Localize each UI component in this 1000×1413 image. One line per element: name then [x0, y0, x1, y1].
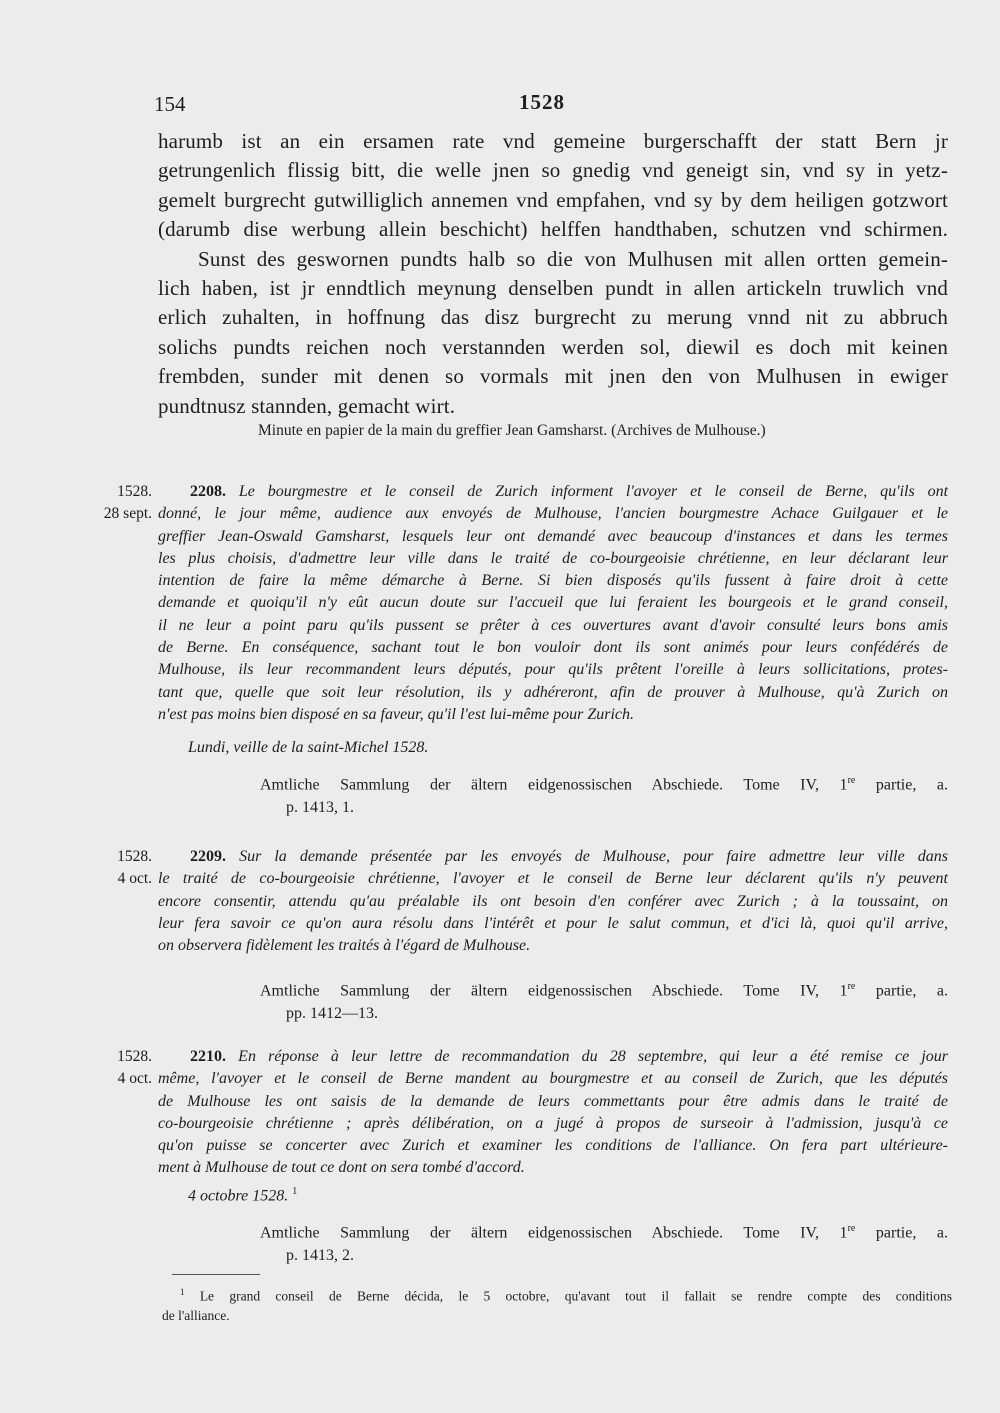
margin-date: 1528. 4 oct.: [117, 1048, 152, 1088]
footnote: $^1$ Le grand conseil de Berne décida, le 5 octobre, qu'avant tout il fallait se rendre compte des conditions de l'alliance.: [162, 1287, 952, 1323]
text-line: les plus choisis, d'admettre leur ville dans le traité de co-bourgeoisie chrétienne, en leur déclarant leur: [158, 549, 948, 567]
text-line: erlich zuhalten, in hoffnung das disz burgrecht zu merung vnnd nit zu abbruch: [158, 305, 948, 330]
page-number: 154: [154, 92, 186, 116]
footnote-number: 1: [180, 1287, 185, 1297]
text-line: greffier Jean-Oswald Gamsharst, lesquels leur ont demandé avec beaucoup d'instances et dans les termes: [158, 527, 948, 545]
text-line: tant que, quelle que soit leur résolution, ils y adhéreront, afin de prouver à Mulhouse, qu'à Zurich on: [158, 683, 948, 701]
text-line: donné, le jour même, audience aux envoyés de Mulhouse, l'ancien bourgmestre Achace Guilgauer et le: [158, 505, 948, 523]
text-line: frembden, sunder mit denen so vormals mit jnen den von Mulhusen in ewiger: [158, 364, 948, 389]
german-charter-text: [158, 127, 948, 421]
text-line: ment à Mulhouse de tout ce dont on sera tombé d'accord.: [158, 1159, 525, 1177]
entry-2209: 2209. Sur la demande présentée par les envoyés de Mulhouse, pour faire admettre leur ville dans le traité de co-bourgeoisie chrétienne, l'avoyer et le conseil de Berne leur déclarent qu'ils n'y peuvent encore consentir, attendu qu'au préalable ils ont besoin d'en conférer avec Zurich ; à la toussaint, on leur fera savoir ce qu'on aura résolu dans l'intérêt et pour le salut commun, et d'ici là, quoi qu'il arrive, on observera fidèlement les traités à l'égard de Mulhouse.: [158, 846, 948, 957]
text-line: (darumb dise werbung allein beschicht) helffen handthaben, schutzen vnd schirmen.: [158, 217, 948, 242]
entry-dateline: Lundi, veille de la saint-Michel 1528.: [188, 739, 429, 756]
text-line: Mulhouse, ils leur recommandent leurs députés, pour qu'ils prêtent l'oreille à leurs sollicitations, protes-: [158, 661, 948, 679]
running-title-year: 1528: [519, 90, 565, 114]
text-line: de Mulhouse les ont saisis de la demande de leurs commettants pour être admis dans le traité de: [158, 1092, 948, 1110]
text-line: harumb ist an ein ersamen rate vnd gemeine burgerschafft der statt Bern jr: [158, 129, 948, 153]
text-line: même, l'avoyer et le conseil de Berne mandent au bourgmestre et au conseil de Zurich, que les députés: [158, 1070, 948, 1088]
text-line: qu'on puisse se concerter avec Zurich et examiner les conditions de l'alliance. On fera part ultérieure-: [158, 1137, 948, 1155]
text-line: encore consentir, attendu qu'au préalable ils ont besoin d'en conférer avec Zurich ; à la toussaint, on: [158, 892, 948, 910]
text-line: il ne leur a point paru qu'ils pussent se prêter à ces ouvertures avant d'avoir consulté leurs bons amis: [158, 616, 948, 634]
text-line: gemelt burgrecht gutwilliglich annemen vnd empfahen, vnd sy by dem heiligen gotzwort: [158, 187, 948, 212]
footnote-marker[interactable]: 1: [292, 1186, 298, 1197]
entry-2210: 2210. En réponse à leur lettre de recommandation du 28 septembre, qui leur a été remise ce jour même, l'avoyer et le conseil de Berne mandent au bourgmestre et au conseil de Zurich, que les députés de Mulhouse les ont saisis de la demande de leurs commettants pour être admis dans le traité de co-bourgeoisie chrétienne ; après délibération, on a jugé à propos de surseoir à l'admission, jusqu'à ce qu'on puisse se concerter avec Zurich et examiner les conditions de l'alliance. On fera part ultérieure- ment à Mulhouse de tout ce dont on sera tombé d'accord.: [158, 1046, 948, 1180]
entry-2208: 2208. Le bourgmestre et le conseil de Zurich informent l'avoyer et le conseil de Berne, qu'ils ont donné, le jour même, audience aux envoyés de Mulhouse, l'ancien bourgmestre Achace Guilgauer et le greffier Jean-Oswald Gamsharst, lesquels leur ont demandé avec beaucoup d'instances et dans les termes les plus choisis, d'admettre leur ville dans le traité de co-bourgeoisie chrétienne, en leur déclarant leur intention de faire la même démarche à Berne. Si bien disposés qu'ils fussent à faire droit à cette demande et quoiqu'il n'y eût aucun doute sur l'accueil que lui feraient les bourgeois et le grand conseil, il ne leur a point paru qu'ils pussent se prêter à ces ouvertures avant d'avoir consulté leurs bons amis de Berne. En conséquence, sachant tout le bon vouloir dont ils sont animés pour leurs confédérés de Mulhouse, ils leur recommandent leurs députés, pour qu'ils prêtent l'oreille à leurs sollicitations, protes- tant que, quelle que soit leur résolution, ils y adhéreront, afin de prouver à Mulhouse, qu'à Zurich on n'est pas moins bien disposé en sa faveur, qu'il l'est lui-même pour Zurich.: [158, 481, 948, 726]
text-line: pundtnusz stannden, gemacht wirt.: [158, 393, 456, 418]
text-line: solichs pundts reichen noch verstannden werden sol, diewil es doch mit keinen: [158, 334, 948, 359]
margin-date: 1528. 4 oct.: [117, 848, 152, 888]
text-line: Sunst des geswornen pundts halb so die von Mulhusen mit allen ortten gemein-: [198, 246, 948, 271]
text-line: intention de faire la même démarche à Berne. Si bien disposés qu'ils fussent à faire droit à cette: [158, 572, 948, 590]
entry-reference: Amtliche Sammlung der ältern eidgenossischen Abschiede. Tome IV, 1re partie, a. pp. 1412—13.: [260, 981, 948, 1022]
entry-number: 2210.: [190, 1048, 226, 1065]
source-note: Minute en papier de la main du greffier Jean Gamsharst. (Archives de Mulhouse.): [258, 422, 766, 439]
text-line: le traité de co-bourgeoisie chrétienne, l'avoyer et le conseil de Berne leur déclarent qu'ils n'y peuvent: [158, 870, 948, 888]
entry-number: 2209.: [190, 848, 226, 865]
page-header: [0, 92, 1000, 122]
text-line: demande et quoiqu'il n'y eût aucun doute sur l'accueil que lui feraient les bourgeois et le grand conseil,: [158, 594, 948, 612]
entry-reference: Amtliche Sammlung der ältern eidgenossischen Abschiede. Tome IV, 1re partie, a. p. 1413, 2.: [260, 1223, 948, 1264]
text-line: n'est pas moins bien disposé en sa faveur, qu'il l'est lui-même pour Zurich.: [158, 705, 635, 723]
entry-number: 2208.: [190, 483, 226, 500]
text-line: de Berne. En conséquence, sachant tout le bon vouloir dont ils sont animés pour leurs confédérés de: [158, 639, 948, 657]
text-line: leur fera savoir ce qu'on aura résolu dans l'intérêt et pour le salut commun, et d'ici là, quoi qu'il arrive,: [158, 914, 948, 932]
text-line: on observera fidèlement les traités à l'égard de Mulhouse.: [158, 937, 531, 955]
footnote-divider: [172, 1274, 260, 1275]
margin-date: 1528. 28 sept.: [103, 483, 152, 523]
text-line: co-bourgeoisie chrétienne ; après délibération, on a jugé à propos de surseoir à l'admission, jusqu'à ce: [158, 1114, 948, 1132]
text-line: lich haben, ist jr enndtlich meynung denselben pundt in allen artickeln truwlich vnd: [158, 276, 948, 301]
entry-reference: Amtliche Sammlung der ältern eidgenossischen Abschiede. Tome IV, 1re partie, a. p. 1413, 1.: [260, 775, 948, 816]
text-line: getrungenlich flissig bitt, die welle jnen so gnedig vnd geneigt sin, vnd sy in yetz-: [158, 158, 948, 183]
entry-dateline: 4 octobre 1528. $^1$: [188, 1186, 298, 1205]
